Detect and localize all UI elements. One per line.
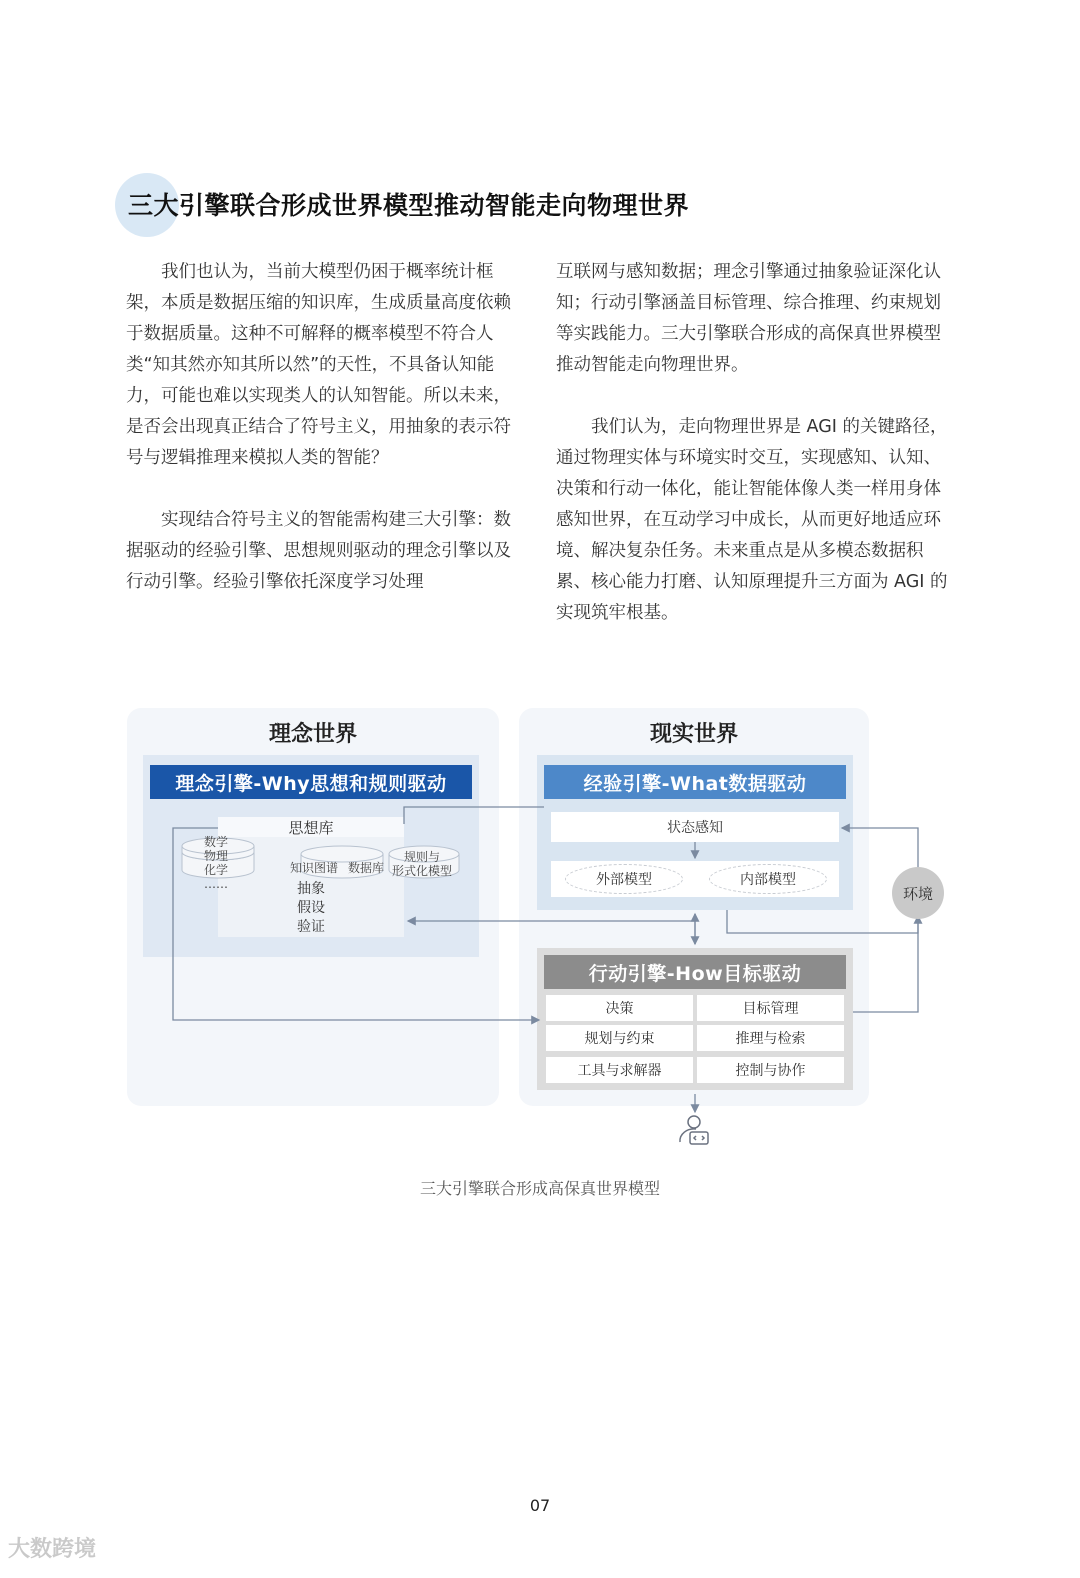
connector [727, 910, 918, 933]
abstraction-label: 验证 [297, 919, 325, 935]
section-heading: 三大引擎联合形成世界模型推动智能走向物理世界 [128, 191, 690, 220]
action-item: 工具与求解器 [546, 1057, 693, 1083]
internal-model-ellipse: 内部模型 [709, 864, 827, 894]
formal-model-label: 形式化模型 [392, 864, 453, 878]
figure-caption: 三大引擎联合形成高保真世界模型 [419, 1179, 660, 1198]
environment-label: 环境 [902, 885, 933, 903]
idea-world-title: 理念世界 [268, 722, 357, 747]
idea-engine-header: 理念引擎-Why思想和规则驱动 [150, 765, 472, 799]
action-item: 决策 [546, 995, 693, 1021]
action-item: 目标管理 [697, 995, 844, 1021]
paragraph: 我们认为，走向物理世界是 AGI 的关键路径，通过物理实体与环境实时交互，实现感知、认知、决策和行动一体化，能让智能体像人类一样用身体感知世界，在互动学习中成长，从而更好地适应环境、解决复杂任务。未来重点是从多模态数据积累、核心能力打磨、认知原理提升三方面为 AGI 的实现筑牢根基。 [556, 417, 948, 623]
connector [853, 916, 918, 1012]
external-model-ellipse: 外部模型 [565, 864, 683, 894]
knowledge-graph-label: 知识图谱 [290, 861, 339, 875]
abstraction-label: 抽象 [297, 881, 325, 897]
experience-engine-header: 经验引擎-What数据驱动 [544, 765, 846, 799]
connector [404, 807, 544, 824]
subject-label: 物理 [204, 849, 229, 863]
subject-label: 化学 [204, 863, 229, 877]
paragraph: 互联网与感知数据；理念引擎通过抽象验证深化认知；行动引擎涵盖目标管理、综合推理、约束规划等实践能力。三大引擎联合形成的高保真世界模型推动智能走向物理世界。 [556, 262, 941, 375]
action-engine-header: 行动引擎-How目标驱动 [544, 955, 846, 989]
page-number: 07 [529, 1496, 551, 1515]
database-label: 数据库 [348, 861, 385, 875]
subject-label: …… [204, 877, 228, 891]
watermark: 大数跨境 [8, 1537, 97, 1562]
action-item: 推理与检索 [697, 1025, 844, 1051]
abstraction-label: 假设 [297, 900, 325, 916]
real-world-title: 现实世界 [649, 722, 738, 747]
user-developer-icon [680, 1116, 708, 1144]
paragraph: 我们也认为，当前大模型仍困于概率统计框架，本质是数据压缩的知识库，生成质量高度依赖于数据质量。这种不可解释的概率模型不符合人类“知其然亦知其所以然”的天性，不具备认知能力，可能也难以实现类人的认知智能。所以未来，是否会出现真正结合了符号主义，用抽象的表示符号与逻辑推理来模拟人类的智能？ [126, 262, 511, 468]
paragraph: 实现结合符号主义的智能需构建三大引擎：数据驱动的经验引擎、思想规则驱动的理念引擎以及行动引擎。经验引擎依托深度学习处理 [126, 510, 511, 592]
rules-label: 规则与 [404, 850, 441, 864]
state-perception-box: 状态感知 [551, 812, 839, 842]
abstraction-list [218, 880, 404, 937]
connector [842, 828, 918, 870]
action-item: 规划与约束 [546, 1025, 693, 1051]
thought-library-label: 思想库 [218, 817, 404, 837]
subject-label: 数学 [204, 835, 229, 849]
action-item: 控制与协作 [697, 1057, 844, 1083]
